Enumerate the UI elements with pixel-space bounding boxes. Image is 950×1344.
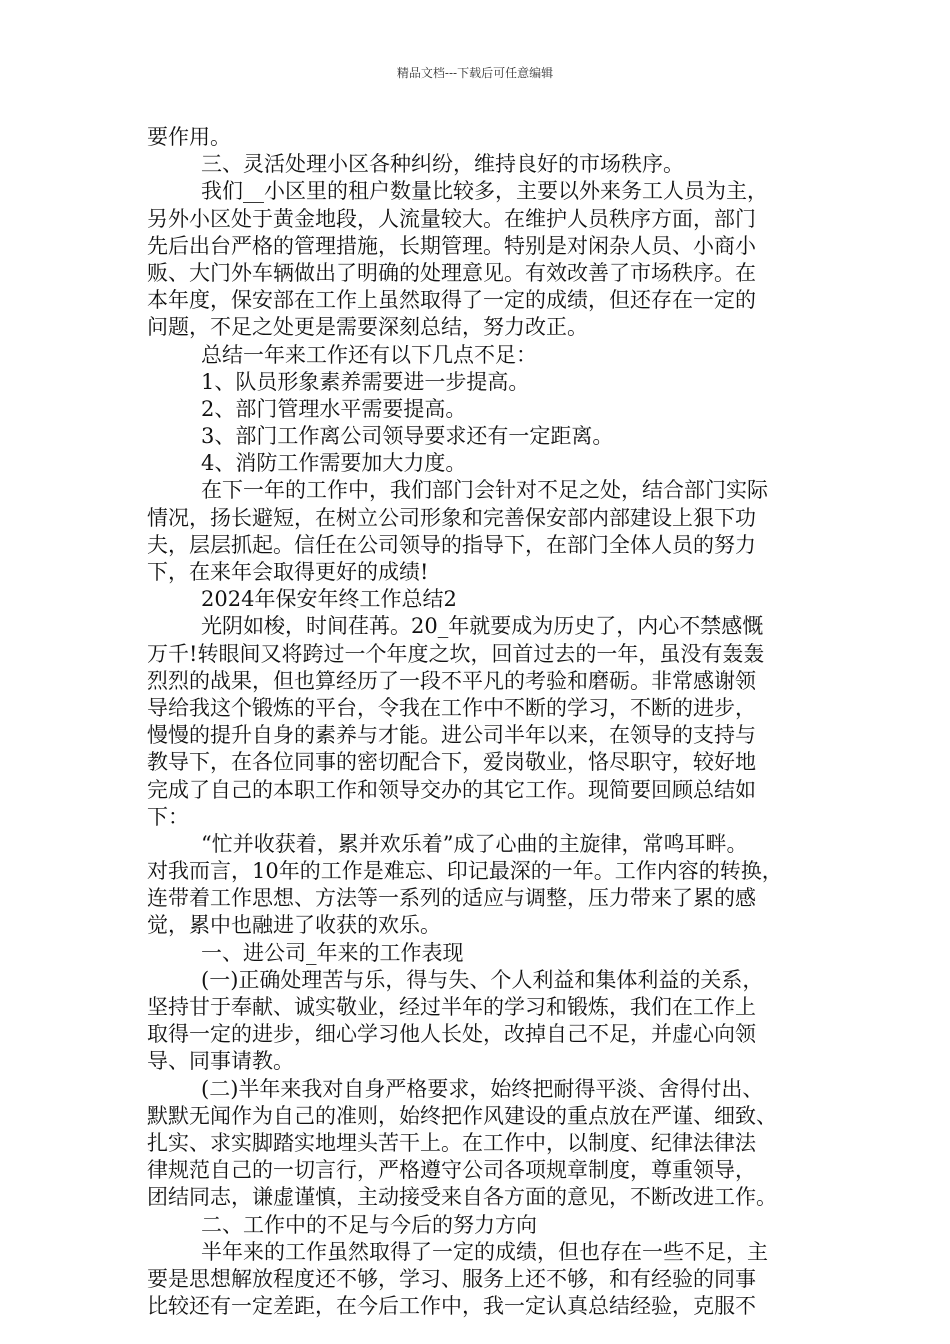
text-line: 完成了自己的本职工作和领导交办的其它工作。现简要回顾总结如 <box>147 777 756 802</box>
text-line: 万千!转眼间又将跨过一个年度之坎，回首过去的一年，虽没有轰轰 <box>147 641 765 666</box>
document-body <box>147 124 809 1320</box>
text-line: (一)正确处理苦与乐，得与失、个人利益和集体利益的关系， <box>201 967 764 992</box>
text-line: 下： <box>147 804 189 829</box>
text-line: 下，在来年会取得更好的成绩! <box>147 560 429 584</box>
text-line: 光阴如梭，时间荏苒。20_年就要成为历史了，内心不禁感慨 <box>201 614 764 639</box>
text-line: 导给我这个锻炼的平台，令我在工作中不断的学习，不断的进步， <box>147 695 756 720</box>
text-line: 2、部门管理水平需要提高。 <box>201 396 467 421</box>
text-line: 默默无闻作为自己的准则，始终把作风建设的重点放在严谨、细致、 <box>147 1103 777 1128</box>
text-line: 坚持甘于奉献、诚实敬业，经过半年的学习和锻炼，我们在工作上 <box>147 995 756 1019</box>
text-line: 4、消防工作需要加大力度。 <box>201 451 467 476</box>
text-line: 教导下，在各位同事的密切配合下，爱岗敬业，恪尽职守，较好地 <box>147 750 756 775</box>
text-line: 扎实、求实脚踏实地埋头苦干上。在工作中，以制度、纪律法律法 <box>147 1130 756 1155</box>
text-line: 一、进公司_年来的工作表现 <box>201 940 464 965</box>
text-line: 先后出台严格的管理措施，长期管理。特别是对闲杂人员、小商小 <box>147 233 756 258</box>
text-line: 半年来的工作虽然取得了一定的成绩，但也存在一些不足，主 <box>201 1239 768 1264</box>
text-line: 3、部门工作离公司领导要求还有一定距离。 <box>201 424 614 449</box>
text-line: 三、灵活处理小区各种纠纷，维持良好的市场秩序。 <box>201 152 684 177</box>
text-line: 慢慢的提升自身的素养与才能。进公司半年以来，在领导的支持与 <box>147 723 756 748</box>
text-line: 我们__小区里的租户数量比较多，主要以外来务工人员为主， <box>201 179 768 204</box>
text-line: 1、队员形象素养需要进一步提高。 <box>201 369 530 394</box>
text-line: 总结一年来工作还有以下几点不足： <box>201 342 537 367</box>
text-line: “忙并收获着，累并欢乐着”成了心曲的主旋律，常鸣耳畔。 <box>201 831 748 856</box>
text-line: 要是思想解放程度还不够，学习、服务上还不够，和有经验的同事 <box>147 1266 756 1291</box>
text-line: 另外小区处于黄金地段，人流量较大。在维护人员秩序方面，部门 <box>147 206 756 231</box>
text-line: 对我而言，10年的工作是难忘、印记最深的一年。工作内容的转换， <box>147 859 783 884</box>
text-line: 贩、大门外车辆做出了明确的处理意见。有效改善了市场秩序。在 <box>147 260 756 285</box>
text-line: 情况，扬长避短，在树立公司形象和完善保安部内部建设上狠下功 <box>147 505 756 530</box>
text-line: 团结同志，谦虚谨慎，主动接受来自各方面的意见，不断改进工作。 <box>147 1185 777 1210</box>
text-line: 取得一定的进步，细心学习他人长处，改掉自己不足，并虚心向领 <box>147 1022 756 1047</box>
text-line: 导、同事请教。 <box>147 1049 294 1074</box>
text-line: 二、工作中的不足与今后的努力方向 <box>201 1212 537 1237</box>
text-line: 连带着工作思想、方法等一系列的适应与调整，压力带来了累的感 <box>147 886 756 911</box>
text-line: 比较还有一定差距，在今后工作中，我一定认真总结经验，克服不 <box>147 1294 756 1319</box>
text-line: 本年度，保安部在工作上虽然取得了一定的成绩，但还存在一定的 <box>147 288 756 313</box>
text-line: 律规范自己的一切言行，严格遵守公司各项规章制度，尊重领导， <box>147 1158 756 1183</box>
text-line: 在下一年的工作中，我们部门会针对不足之处，结合部门实际 <box>201 478 768 503</box>
page-header: 精品文档---下载后可任意编辑 <box>396 66 554 80</box>
text-line: 问题，不足之处更是需要深刻总结，努力改正。 <box>147 315 588 340</box>
text-line: 烈烈的战果，但也算经历了一段不平凡的考验和磨砺。非常感谢领 <box>147 668 756 693</box>
text-line: 要作用。 <box>147 125 231 149</box>
text-line: (二)半年来我对自身严格要求，始终把耐得平淡、舍得付出、 <box>201 1076 764 1101</box>
text-line: 2024年保安年终工作总结2 <box>201 587 457 612</box>
text-line: 觉，累中也融进了收获的欢乐。 <box>147 913 441 938</box>
text-line: 夫，层层抓起。信任在公司领导的指导下，在部门全体人员的努力 <box>147 532 756 557</box>
